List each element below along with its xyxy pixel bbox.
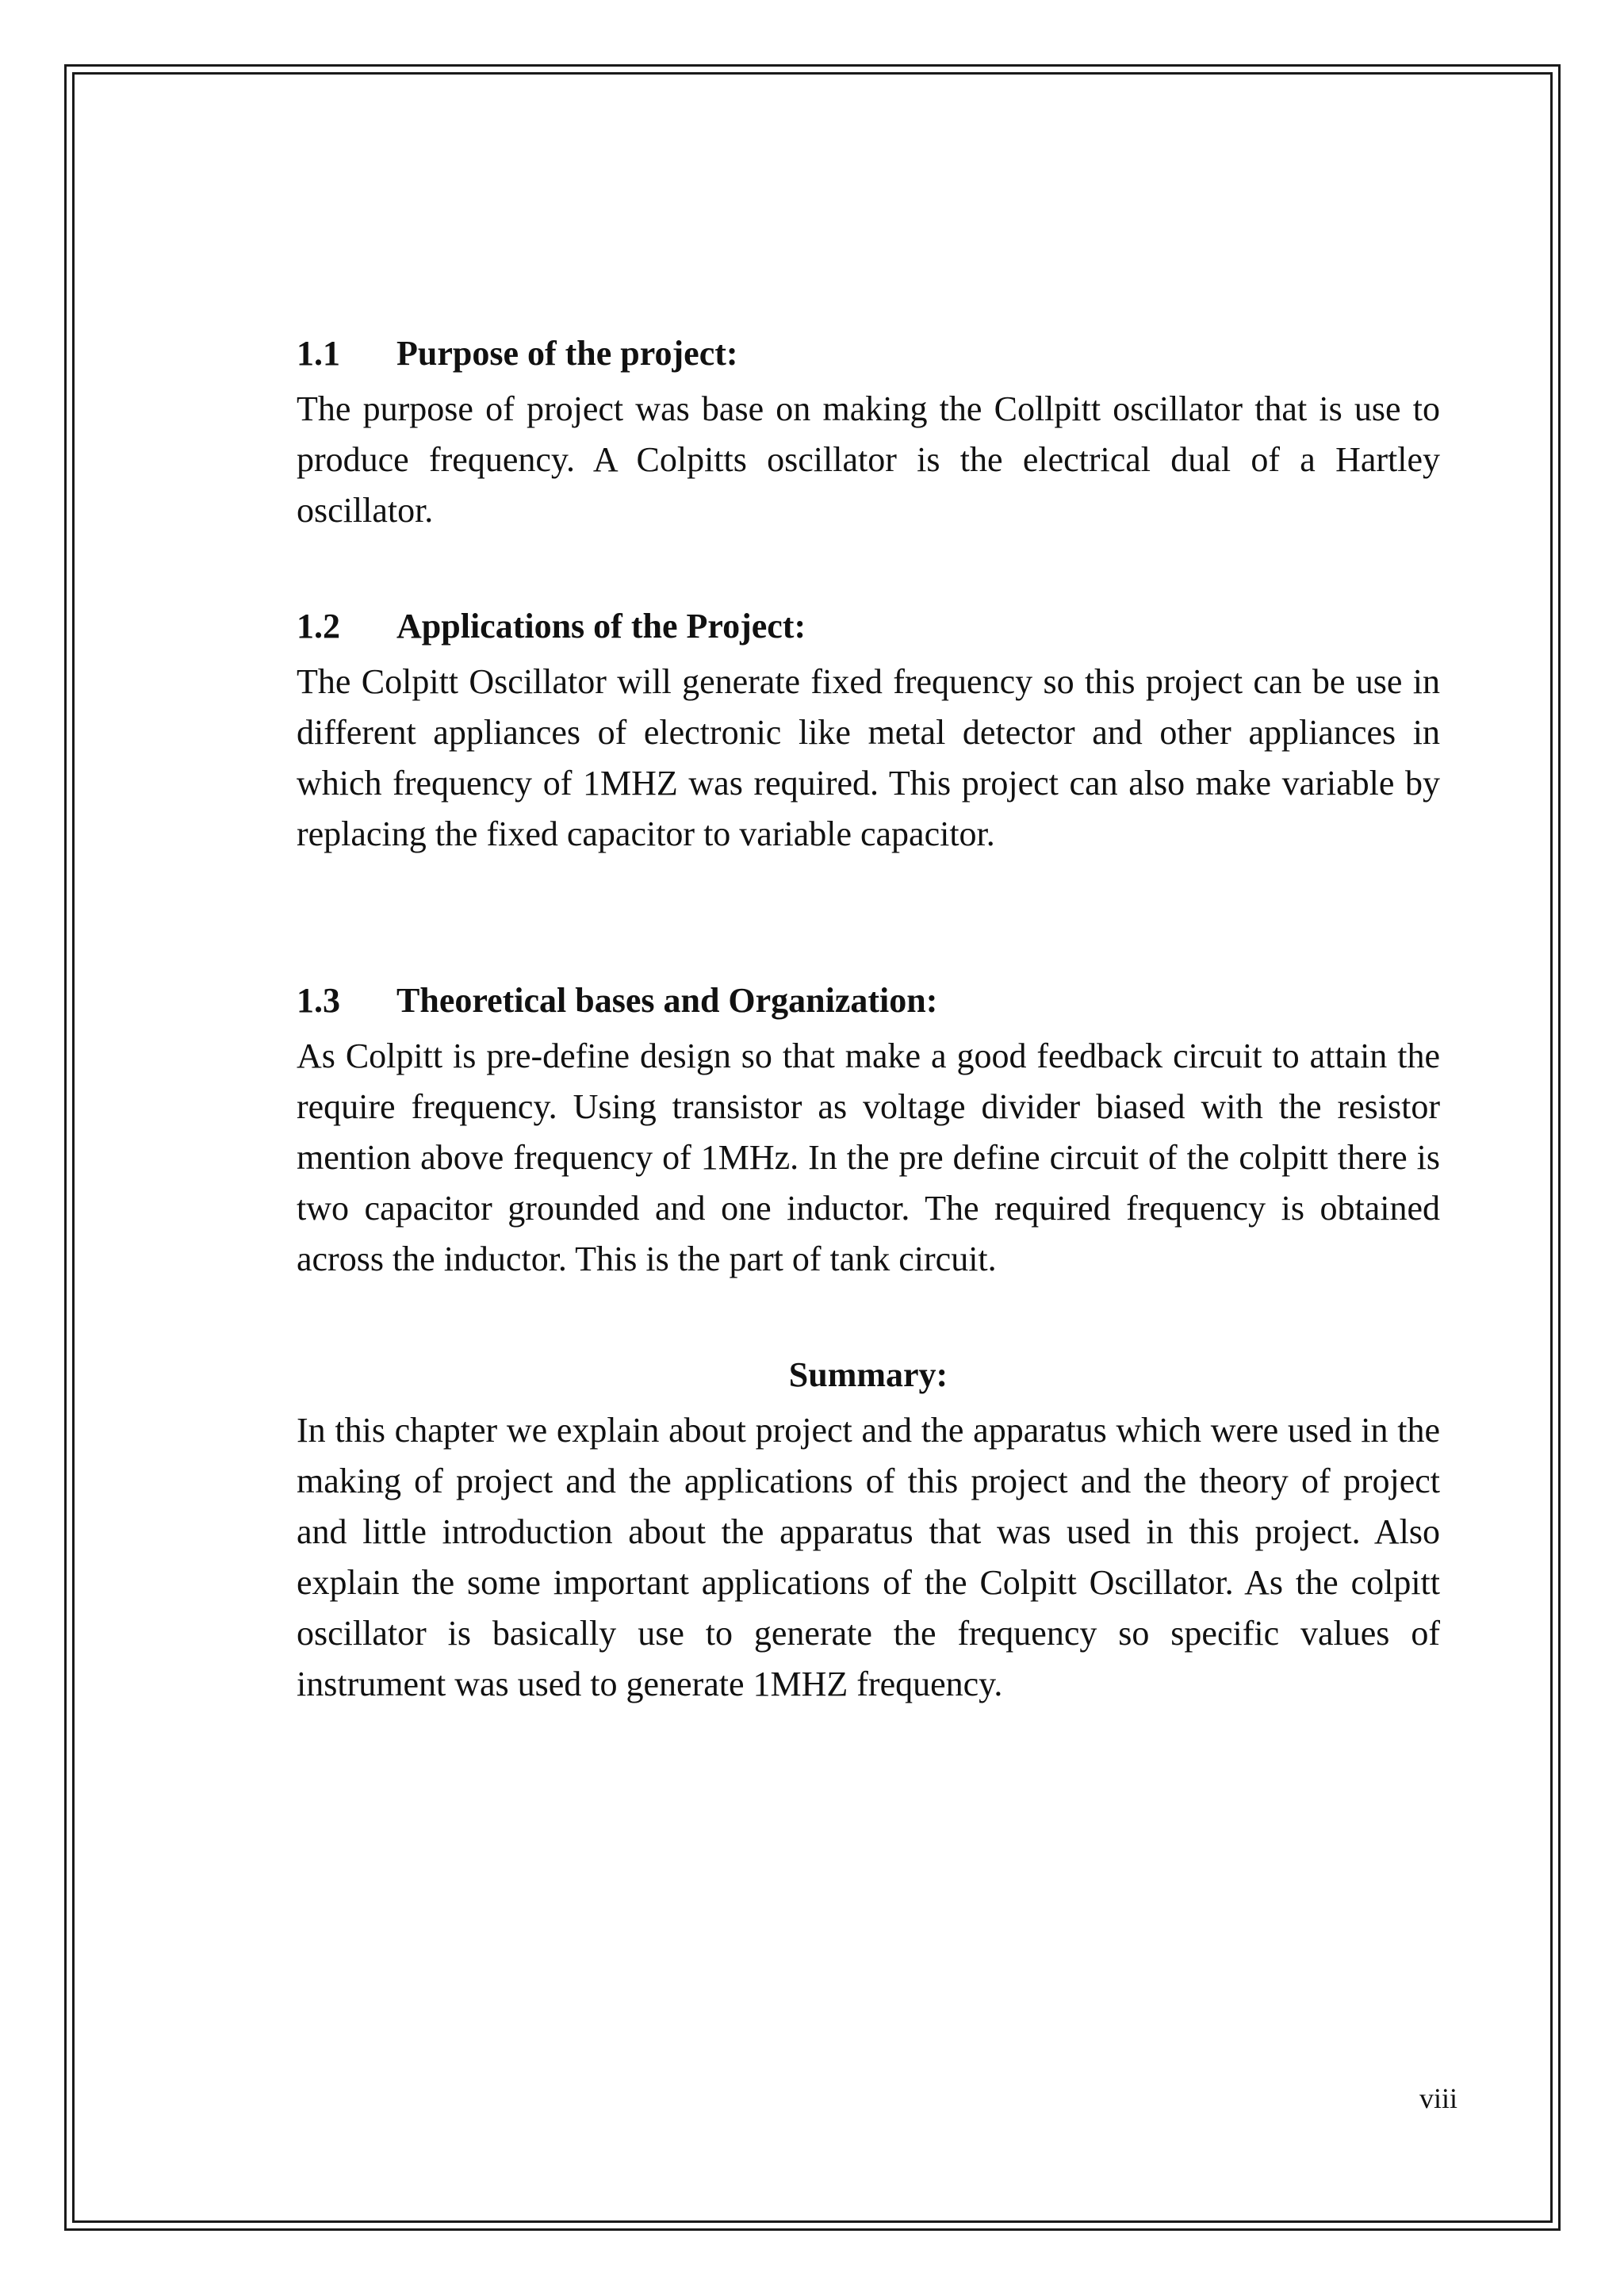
section-body: The Colpitt Oscillator will generate fixed frequency so this project can be use in different appliances of electronic like metal detector and other appliances in which frequency of 1MHZ was required. This project can also make variable by replacing the fixed capacitor to variable capacitor. <box>297 662 1440 853</box>
section-title: Purpose of the project: <box>396 334 738 373</box>
section-summary <box>297 1353 1440 1710</box>
section-body: The purpose of project was base on making the Collpitt oscillator that is use to produce frequency. A Colpitts oscillator is the electrical dual of a Hartley oscillator. <box>297 389 1440 530</box>
section-applications <box>297 604 1440 860</box>
summary-title: Summary: <box>788 1355 948 1394</box>
section-title: Theoretical bases and Organization: <box>396 981 938 1020</box>
section-purpose <box>297 331 1440 536</box>
section-heading <box>297 979 1440 1023</box>
section-title: Applications of the Project: <box>396 607 806 646</box>
section-theory <box>297 979 1440 1285</box>
page-number: viii <box>1419 2082 1457 2114</box>
page-content <box>297 331 1440 1710</box>
section-number: 1.1 <box>297 334 340 373</box>
section-heading <box>297 331 1440 376</box>
section-number: 1.3 <box>297 981 340 1020</box>
summary-body: In this chapter we explain about project and the apparatus which were used in the making of project and the applications of this project and the theory of project and little introduction about the apparatus that was used in this project. Also explain the some important applications of the Colpitt Oscillator. As the colpitt oscillator is basically use to generate the frequency so specific values of instrument was used to generate 1MHZ frequency. <box>297 1411 1440 1703</box>
section-heading <box>297 604 1440 649</box>
section-body: As Colpitt is pre-define design so that make a good feedback circuit to attain the require frequency. Using transistor as voltage divider biased with the resistor mention above frequency of 1MHz. In the pre define circuit of the colpitt there is two capacitor grounded and one inductor. The required frequency is obtained across the inductor. This is the part of tank circuit. <box>297 1036 1440 1278</box>
section-number: 1.2 <box>297 607 340 646</box>
